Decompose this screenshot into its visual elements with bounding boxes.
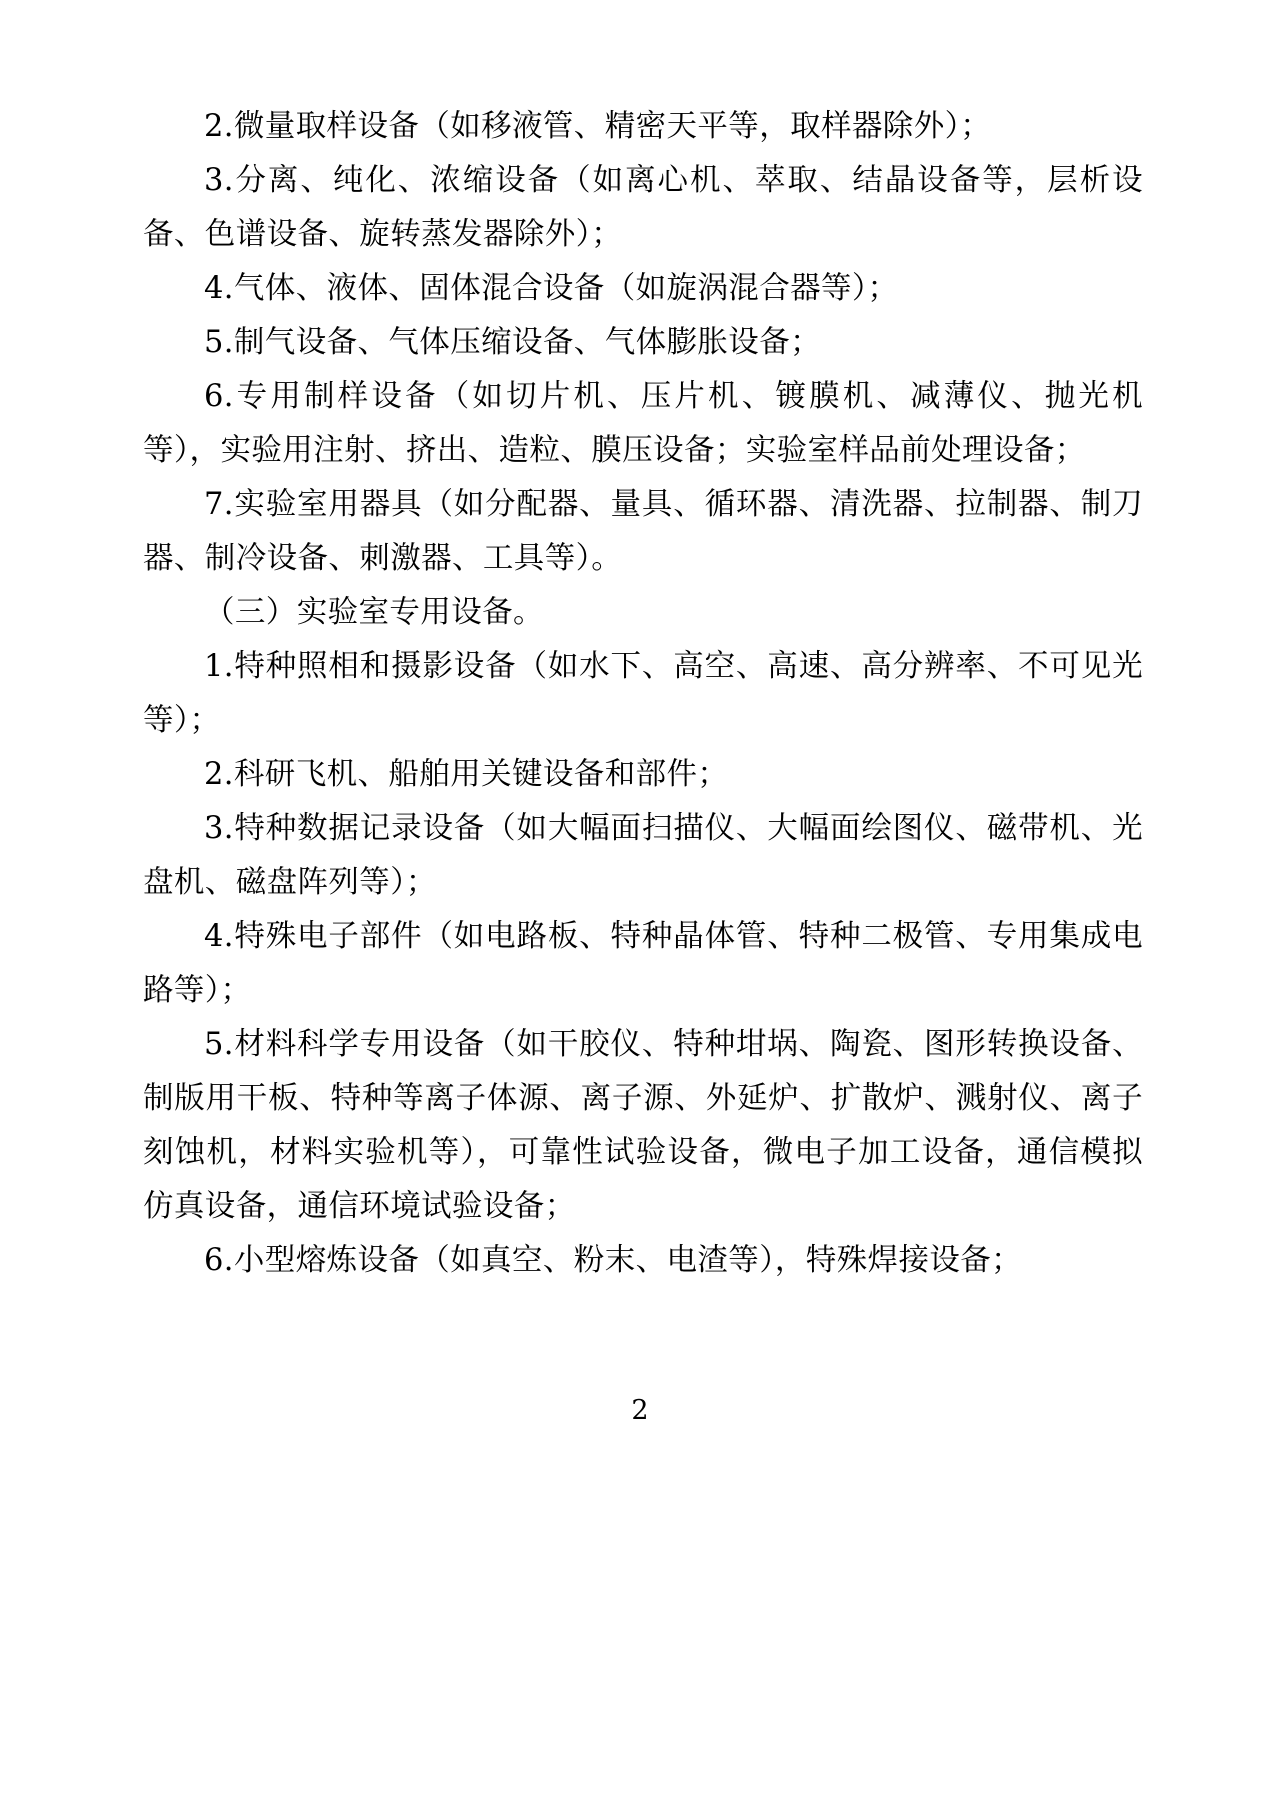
paragraph: 4.特殊电子部件（如电路板、特种晶体管、特种二极管、专用集成电路等）；	[143, 919, 1143, 1008]
paragraph: 6.小型熔炼设备（如真空、粉末、电渣等），特殊焊接设备；	[204, 1243, 1023, 1278]
page-number: 2	[631, 1395, 649, 1426]
paragraph: 2.科研飞机、船舶用关键设备和部件；	[204, 757, 729, 792]
paragraph: 4.气体、液体、固体混合设备（如旋涡混合器等）；	[204, 271, 899, 306]
paragraph: 5.制气设备、气体压缩设备、气体膨胀设备；	[204, 325, 821, 360]
paragraph: 2.微量取样设备（如移液管、精密天平等，取样器除外）；	[204, 109, 992, 144]
paragraph: 1.特种照相和摄影设备（如水下、高空、高速、高分辨率、不可见光等）；	[143, 649, 1143, 738]
paragraph: （三）实验室专用设备。	[204, 595, 544, 630]
paragraph: 5.材料科学专用设备（如干胶仪、特种坩埚、陶瓷、图形转换设备、制版用干板、特种等离子体源、离子源、外延炉、扩散炉、溅射仪、离子刻蚀机，材料实验机等），可靠性试验设备，微电子加工设备，通信模拟仿真设备，通信环境试验设备；	[143, 1027, 1143, 1224]
paragraph: 7.实验室用器具（如分配器、量具、循环器、清洗器、拉制器、制刀器、制冷设备、刺激器、工具等）。	[143, 487, 1143, 576]
paragraph: 3.分离、纯化、浓缩设备（如离心机、萃取、结晶设备等，层析设备、色谱设备、旋转蒸发器除外）；	[143, 163, 1143, 252]
paragraph: 6.专用制样设备（如切片机、压片机、镀膜机、减薄仪、抛光机等），实验用注射、挤出、造粒、膜压设备；实验室样品前处理设备；	[143, 379, 1143, 468]
document-body	[143, 100, 1143, 1288]
paragraph: 3.特种数据记录设备（如大幅面扫描仪、大幅面绘图仪、磁带机、光盘机、磁盘阵列等）；	[143, 811, 1143, 900]
